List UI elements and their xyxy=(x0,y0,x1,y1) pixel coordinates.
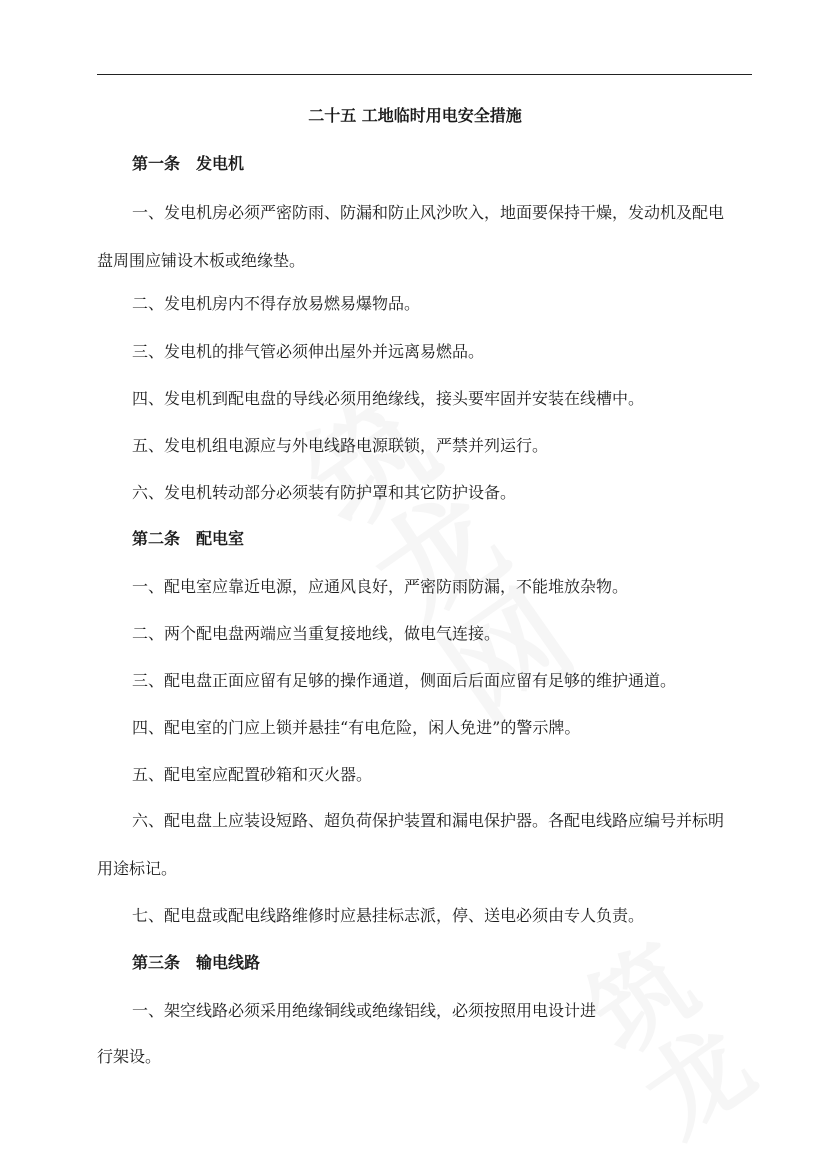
paragraph-line: 四、配电室的门应上锁并悬挂“有电危险，闲人免进”的警示牌。 xyxy=(132,718,581,737)
paragraph-line: 五、发电机组电源应与外电线路电源联锁，严禁并列运行。 xyxy=(132,436,549,455)
paragraph-line: 一、配电室应靠近电源，应通风良好，严密防雨防漏，不能堆放杂物。 xyxy=(132,577,629,596)
paragraph-line: 行架设。 xyxy=(97,1047,162,1066)
watermark-lower xyxy=(555,918,784,1162)
watermark xyxy=(271,367,609,754)
paragraph-line: 二、两个配电盘两端应当重复接地线，做电气连接。 xyxy=(132,624,501,643)
paragraph-line: 一、发电机房必须严密防雨、防漏和防止风沙吹入，地面要保持干燥，发动机及配电 xyxy=(132,203,725,222)
section-heading-transmission-lines: 第三条 输电线路 xyxy=(132,953,261,972)
paragraph-line: 五、配电室应配置砂箱和灭火器。 xyxy=(132,765,373,784)
document-title: 二十五 工地临时用电安全措施 xyxy=(308,106,522,125)
paragraph-line: 盘周围应铺设木板或绝缘垫。 xyxy=(97,251,306,270)
section-heading-generator: 第一条 发电机 xyxy=(132,154,245,173)
paragraph-line: 七、配电盘或配电线路维修时应悬挂标志派，停、送电必须由专人负责。 xyxy=(132,906,645,925)
paragraph-line: 一、架空线路必须采用绝缘铜线或绝缘铝线，必须按照用电设计进 xyxy=(132,1001,597,1020)
paragraph-line: 用途标记。 xyxy=(97,859,178,878)
paragraph-line: 六、配电盘上应装设短路、超负荷保护装置和漏电保护器。各配电线路应编号并标明 xyxy=(132,811,725,830)
section-heading-distribution-room: 第二条 配电室 xyxy=(132,529,245,548)
paragraph-line: 三、配电盘正面应留有足够的操作通道，侧面后后面应留有足够的维护通道。 xyxy=(132,671,677,690)
paragraph-line: 六、发电机转动部分必须装有防护罩和其它防护设备。 xyxy=(132,483,517,502)
paragraph-line: 四、发电机到配电盘的导线必须用绝缘线，接头要牢固并安装在线槽中。 xyxy=(132,389,645,408)
header-rule xyxy=(97,74,752,75)
paragraph-line: 三、发电机的排气管必须伸出屋外并远离易燃品。 xyxy=(132,342,485,361)
paragraph-line: 二、发电机房内不得存放易燃易爆物品。 xyxy=(132,294,421,313)
